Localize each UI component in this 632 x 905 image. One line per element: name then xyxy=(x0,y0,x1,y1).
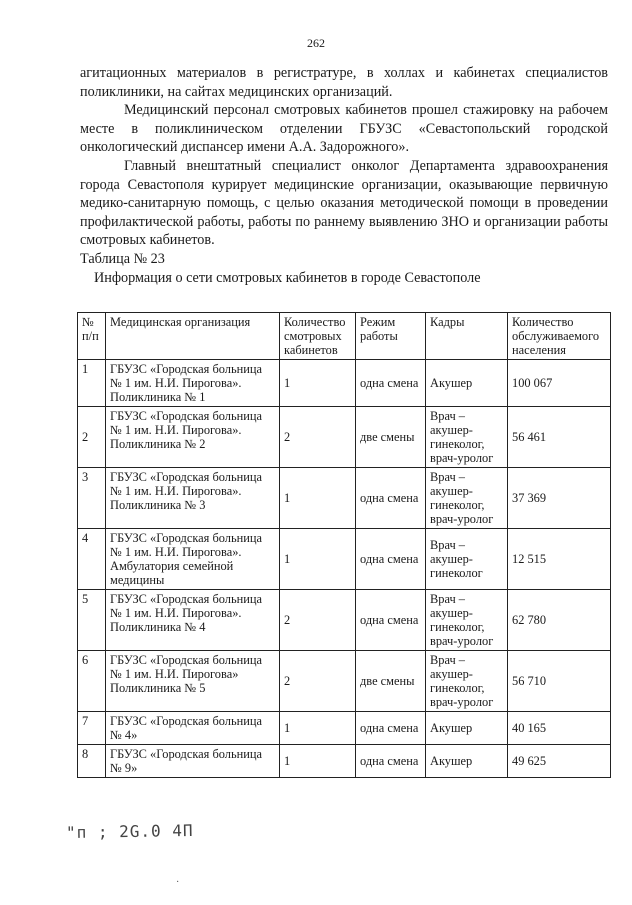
cell-staff: Акушер xyxy=(426,360,508,407)
table-row xyxy=(78,712,611,745)
page-number: 262 xyxy=(307,36,325,50)
cell-mode: одна смена xyxy=(356,529,426,590)
cell-population: 49 625 xyxy=(508,745,611,778)
paragraph-3: Главный внештатный специалист онколог Департамента здравоохранения города Севастополя курирует медицинские организации, оказывающие первичную медико-санитарную помощь, с целью оказания методической помощи в проведении профилактической работы, работы по раннему выявлению ЗНО и организации работы смотровых кабинетов. xyxy=(80,157,608,249)
table-label: Таблица № 23 xyxy=(80,250,165,267)
table-row xyxy=(78,529,611,590)
cell-num: 3 xyxy=(78,468,106,529)
cell-count: 1 xyxy=(280,529,356,590)
table-header-row xyxy=(78,313,611,360)
table-row xyxy=(78,651,611,712)
cell-mode: две смены xyxy=(356,651,426,712)
cell-population: 100 067 xyxy=(508,360,611,407)
table-row xyxy=(78,590,611,651)
cell-num: 7 xyxy=(78,712,106,745)
screening-rooms-table xyxy=(77,312,611,778)
cell-staff: Акушер xyxy=(426,712,508,745)
header-mode: Режим работы xyxy=(356,313,426,360)
cell-org: ГБУЗС «Городская больница № 1 им. Н.И. Пирогова». Поликлиника № 2 xyxy=(106,407,280,468)
cell-staff: Врач – акушер-гинеколог, врач-уролог xyxy=(426,407,508,468)
cell-population: 62 780 xyxy=(508,590,611,651)
cell-staff: Врач – акушер-гинеколог, врач-уролог xyxy=(426,651,508,712)
cell-org: ГБУЗС «Городская больница № 1 им. Н.И. Пирогова». Поликлиника № 4 xyxy=(106,590,280,651)
cell-staff: Врач – акушер-гинеколог xyxy=(426,529,508,590)
cell-num: 1 xyxy=(78,360,106,407)
cell-org: ГБУЗС «Городская больница № 1 им. Н.И. Пирогова». Амбулатория семейной медицины xyxy=(106,529,280,590)
cell-num: 2 xyxy=(78,407,106,468)
cell-staff: Врач – акушер-гинеколог, врач-уролог xyxy=(426,468,508,529)
cell-count: 1 xyxy=(280,360,356,407)
cell-population: 56 461 xyxy=(508,407,611,468)
scan-speck: · xyxy=(176,877,180,888)
cell-num: 5 xyxy=(78,590,106,651)
cell-mode: две смены xyxy=(356,407,426,468)
cell-org: ГБУЗС «Городская больница № 9» xyxy=(106,745,280,778)
cell-mode: одна смена xyxy=(356,360,426,407)
cell-count: 2 xyxy=(280,590,356,651)
header-num: № п/п xyxy=(78,313,106,360)
footer-stamp: "п ; 2G.0 4П xyxy=(65,820,194,843)
cell-population: 56 710 xyxy=(508,651,611,712)
paragraph-1: агитационных материалов в регистратуре, в холлах и кабинетах специалистов поликлиники, на сайтах медицинских организаций. xyxy=(80,65,608,100)
cell-count: 1 xyxy=(280,468,356,529)
header-population: Количество обслуживаемого населения xyxy=(508,313,611,360)
cell-mode: одна смена xyxy=(356,590,426,651)
cell-org: ГБУЗС «Городская больница № 1 им. Н.И. Пирогова». Поликлиника № 1 xyxy=(106,360,280,407)
cell-population: 40 165 xyxy=(508,712,611,745)
cell-staff: Врач – акушер-гинеколог, врач-уролог xyxy=(426,590,508,651)
cell-count: 1 xyxy=(280,745,356,778)
cell-count: 1 xyxy=(280,712,356,745)
table-row xyxy=(78,468,611,529)
cell-count: 2 xyxy=(280,407,356,468)
cell-num: 6 xyxy=(78,651,106,712)
cell-org: ГБУЗС «Городская больница № 4» xyxy=(106,712,280,745)
paragraph-2: Медицинский персонал смотровых кабинетов прошел стажировку на рабочем месте в поликлиническом отделении ГБУЗС «Севастопольский городской онкологический диспансер имени А.А. Задорожного». xyxy=(80,102,608,156)
cell-population: 37 369 xyxy=(508,468,611,529)
header-count: Количество смотровых кабинетов xyxy=(280,313,356,360)
cell-org: ГБУЗС «Городская больница № 1 им. Н.И. Пирогова». Поликлиника № 3 xyxy=(106,468,280,529)
table-row xyxy=(78,745,611,778)
table-row xyxy=(78,360,611,407)
cell-population: 12 515 xyxy=(508,529,611,590)
cell-mode: одна смена xyxy=(356,712,426,745)
table-caption: Информация о сети смотровых кабинетов в городе Севастополе xyxy=(94,269,481,286)
cell-count: 2 xyxy=(280,651,356,712)
cell-num: 8 xyxy=(78,745,106,778)
cell-staff: Акушер xyxy=(426,745,508,778)
cell-org: ГБУЗС «Городская больница № 1 им. Н.И. Пирогова» Поликлиника № 5 xyxy=(106,651,280,712)
header-org: Медицинская организация xyxy=(106,313,280,360)
cell-mode: одна смена xyxy=(356,745,426,778)
cell-num: 4 xyxy=(78,529,106,590)
table-row xyxy=(78,407,611,468)
cell-mode: одна смена xyxy=(356,468,426,529)
header-staff: Кадры xyxy=(426,313,508,360)
body-text xyxy=(80,64,608,287)
